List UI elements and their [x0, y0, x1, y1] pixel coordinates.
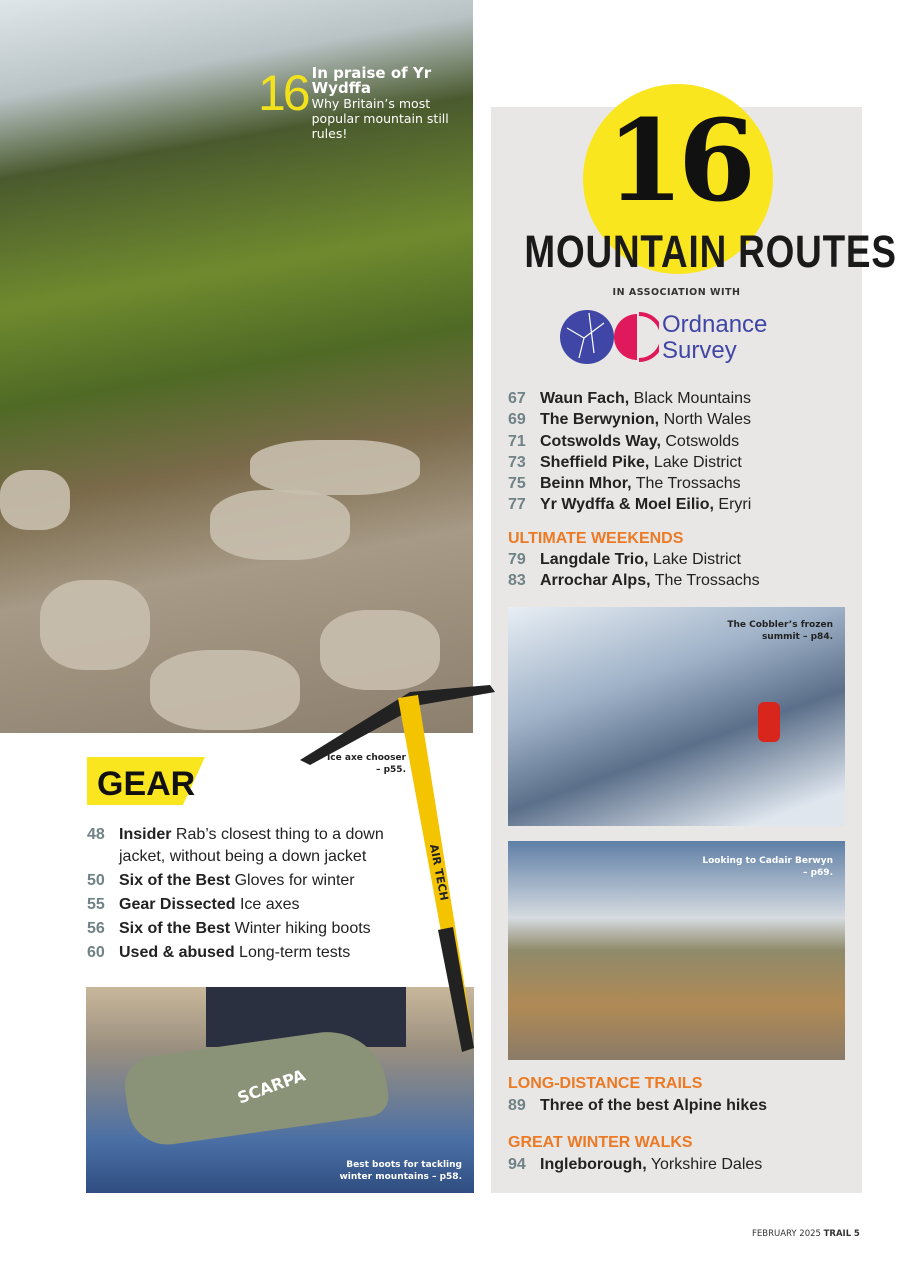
list-item[interactable]: 71 Cotswolds Way, Cotswolds [508, 432, 740, 450]
list-item[interactable]: 89 Three of the best Alpine hikes [508, 1097, 768, 1114]
section-heading-weekends: ULTIMATE WEEKENDS [508, 529, 684, 547]
list-item[interactable]: 73 Sheffield Pike, Lake District [508, 453, 742, 471]
list-item[interactable]: 83 Arrochar Alps, The Trossachs [508, 572, 760, 590]
routes-title: MOUNTAIN ROUTES [524, 226, 897, 277]
svg-text:AIR TECH: AIR TECH [427, 843, 451, 902]
list-item[interactable]: 48 Insider Rab’s closest thing to a down [87, 826, 384, 843]
boot-brand: SCARPA [234, 1065, 308, 1108]
list-item[interactable]: 56 Six of the Best Winter hiking boots [87, 920, 371, 937]
routes-count: 16 [606, 96, 750, 227]
list-item[interactable]: 50 Six of the Best Gloves for winter [87, 872, 355, 889]
list-item[interactable]: 60 Used & abused Long-term tests [87, 944, 351, 961]
gear-badge [87, 757, 205, 805]
section-heading-long-distance: LONG-DISTANCE TRAILS [508, 1075, 703, 1092]
list-item[interactable]: 67 Waun Fach, Black Mountains [508, 390, 752, 407]
ordnance-survey-logo [559, 308, 659, 366]
photo-cobbler-summit: The Cobbler’s frozen summit – p84. [508, 607, 845, 826]
list-item[interactable]: 69 The Berwynion, North Wales [508, 411, 752, 429]
section-heading-winter-walks: GREAT WINTER WALKS [508, 1134, 693, 1151]
climber-figure [758, 702, 780, 742]
photo-cadair-berwyn: Looking to Cadair Berwyn – p69. [508, 841, 845, 1060]
association-label: IN ASSOCIATION WITH [612, 287, 741, 298]
list-item[interactable]: 55 Gear Dissected Ice axes [87, 896, 300, 913]
routes-list [508, 388, 760, 591]
list-item[interactable]: 75 Beinn Mhor, The Trossachs [508, 475, 741, 493]
ice-axe-image [290, 680, 500, 1060]
hero-subtitle: Why Britain’s most popular mountain still rules! [311, 96, 449, 141]
list-item[interactable]: 79 Langdale Trio, Lake District [508, 550, 741, 568]
photo-boots: SCARPA Best boots for tackling winter mountains – p58. [86, 987, 474, 1193]
hero-page-number: 16 [258, 65, 308, 121]
list-item[interactable]: 77 Yr Wydffa & Moel Eilio, Eryri [508, 496, 752, 514]
ice-axe-caption: Ice axe chooser – p55. [326, 753, 406, 775]
ordnance-survey-wordmark: Ordnance Survey [662, 311, 768, 364]
hero-title: In praise of Yr Wydffa [311, 64, 432, 97]
page-footer: FEBRUARY 2025 TRAIL 5 [752, 1229, 860, 1239]
list-item[interactable]: 94 Ingleborough, Yorkshire Dales [508, 1156, 763, 1173]
gear-list: 48 Insider Rab’s closest thing to a down jacket, without being a down jacket 50 Six of the Best Gloves for winter 55 Gear Dissected Ice axes 56 Six of the Best Winter hiking boots 60 Used & abused Long-term tests [87, 823, 384, 965]
hero-caption[interactable] [258, 66, 452, 141]
svg-text:GEAR: GEAR [97, 765, 196, 803]
